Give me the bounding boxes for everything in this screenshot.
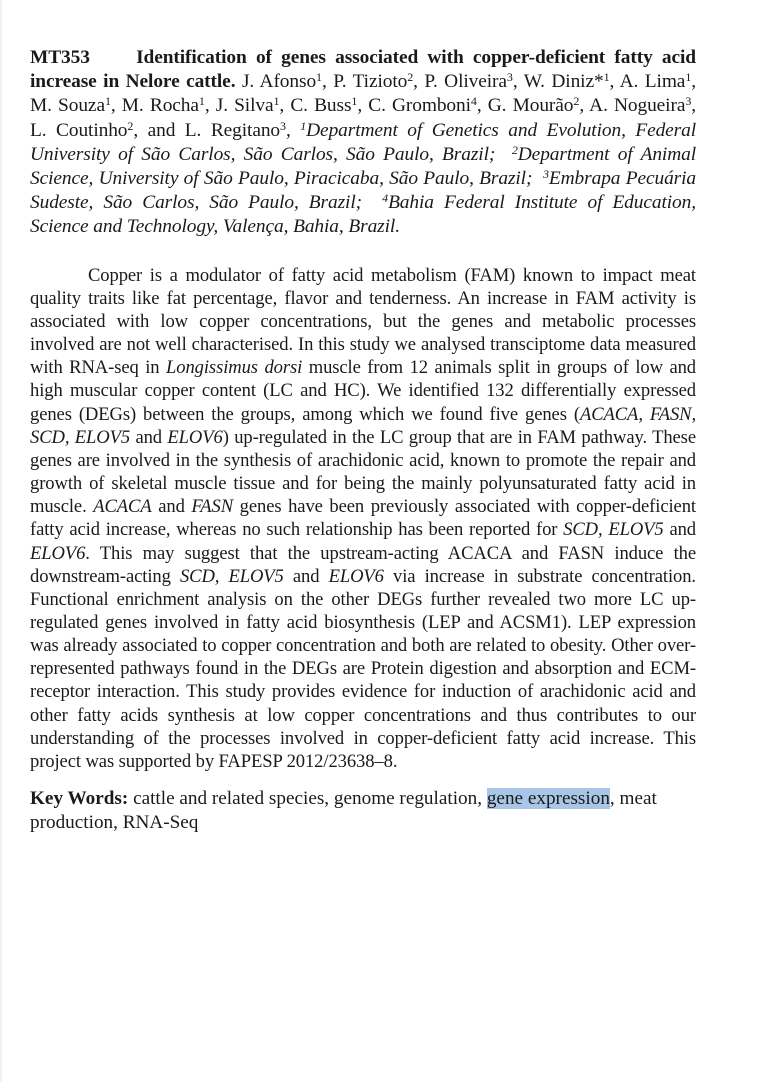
article-title: Identification of genes associated with copper-deficient fatty acid increase in Nelore cattle. xyxy=(30,47,696,93)
keywords-selected-text[interactable]: gene expression xyxy=(486,788,610,810)
affiliations: $^1$Department of Genetics and Evolution, Federal University of São Carlos, São Carlos, São Paulo, Brazil; $^2$Department of Animal Science, University of São Paulo, Piracicaba, São Paulo, Brazil; $^3$Embrapa Pecuária Sudeste, São Carlos, São Paulo, Brazil; $^4$Bahia Federal Institute of Education, Science and Technology, Valença, Bahia, Brazil. xyxy=(30,118,697,238)
keywords-text-after: , meat production, RNA-Seq xyxy=(30,788,657,834)
author-list: J. Afonso$^1$, P. Tizioto$^2$, P. Oliveira$^3$, W. Diniz*$^1$, A. Lima$^1$, M. Souza$^1$, M. Rocha$^1$, J. Silva$^1$, C. Buss$^1$, C. Gromboni$^4$, G. Mourão$^2$, A. Nogueira$^3$, L. Coutinho$^2$, and L. Regitano$^3$, xyxy=(30,70,697,141)
abstract-body: Copper is a modulator of fatty acid metabolism (FAM) known to impact meat quality traits like fat percentage, flavor and tenderness. An increase in FAM activity is associated with low copper concentrations, but the genes and metabolic processes involved are not well characterised. In this study we analysed transciptome data measured with RNA-seq in Longissimus dorsi muscle from 12 animals split in groups of low and high muscular copper content (LC and HC). We identified 132 differentially expressed genes (DEGs) between the groups, among which we found five genes (ACACA, FASN, SCD, ELOV5 and ELOV6) up-regulated in the LC group that are in FAM pathway. These genes are involved in the synthesis of arachidonic acid, known to promote the repair and growth of skeletal muscle tissue and for being the mainly polyunsaturated fatty acid in muscle. ACACA and FASN genes have been previously associated with copper-deficient fatty acid increase, whereas no such relationship has been reported for SCD, ELOV5 and ELOV6. This may suggest that the upstream-acting ACACA and FASN induce the downstream-acting SCD, ELOV5 and ELOV6 via increase in substrate concentration. Functional enrichment analysis on the other DEGs further revealed two more LC up-regulated genes involved in fatty acid biosynthesis (LEP and ACSM1). LEP expression was already associated to copper concentration and both are related to obesity. Other over-represented pathways found in the DEGs are Protein digestion and absorption and ECM-receptor interaction. This study provides evidence for induction of arachidonic acid and other fatty acids synthesis at low copper concentrations and thus contributes to our understanding of the processes involved in copper-deficient fatty acid increase. This project was supported by FAPESP 2012/23638–8. xyxy=(30,264,697,772)
keywords-text-before: cattle and related species, genome regulation, xyxy=(133,788,487,810)
abstract-page xyxy=(30,46,696,835)
article-header xyxy=(30,46,696,240)
keywords-label: Key Words: xyxy=(30,788,129,810)
article-id: MT353 xyxy=(30,47,90,68)
page-left-edge xyxy=(0,0,2,1082)
keywords-line xyxy=(30,787,696,835)
